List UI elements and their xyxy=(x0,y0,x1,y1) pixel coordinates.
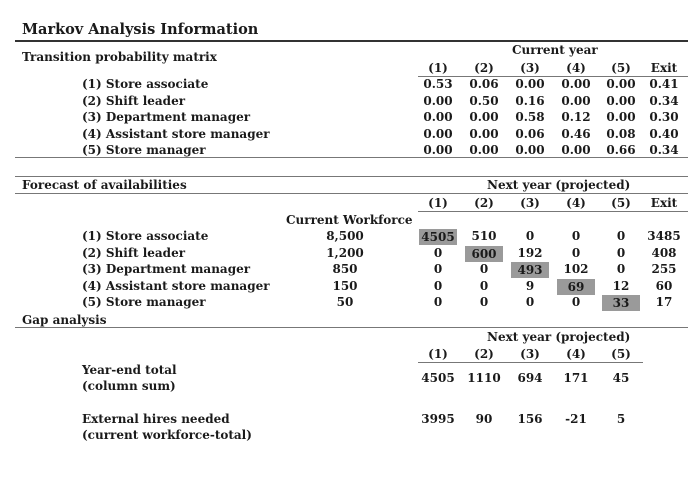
gap-section-label: Gap analysis xyxy=(22,313,107,327)
transition-cell: 0.00 xyxy=(606,77,636,91)
forecast-cell: 0 xyxy=(525,229,535,243)
transition-cell: 0.00 xyxy=(515,77,545,91)
hires-sublabel: (current workforce-total) xyxy=(82,428,252,442)
transition-row-label: (1) Store associate xyxy=(82,77,209,91)
forecast-cell: 0 xyxy=(479,279,489,293)
year-end-label: Year-end total xyxy=(82,363,177,377)
forecast-col-header: (5) xyxy=(611,196,631,210)
transition-cell: 0.34 xyxy=(649,143,679,157)
year-end-value: 45 xyxy=(612,371,630,385)
transition-col-header: (2) xyxy=(474,61,494,75)
forecast-group-header: Next year (projected) xyxy=(487,178,631,192)
forecast-col-header: Exit xyxy=(650,196,678,210)
forecast-cell: 0 xyxy=(433,295,443,309)
forecast-cell: 0 xyxy=(525,295,535,309)
year-end-sublabel: (column sum) xyxy=(82,379,176,393)
transition-cell: 0.00 xyxy=(469,110,499,124)
transition-cell: 0.00 xyxy=(606,94,636,108)
forecast-cell: 255 xyxy=(651,262,677,276)
forecast-section-label: Forecast of availabilities xyxy=(22,178,187,192)
forecast-cell: 0 xyxy=(616,246,626,260)
forecast-row-label: (1) Store associate xyxy=(82,229,209,243)
forecast-cell: 0 xyxy=(433,246,443,260)
transition-cell: 0.58 xyxy=(515,110,545,124)
forecast-cell: 9 xyxy=(525,279,535,293)
forecast-cell: 408 xyxy=(651,246,677,260)
forecast-cell: 510 xyxy=(471,229,497,243)
transition-cell: 0.46 xyxy=(561,127,591,141)
hires-value: 3995 xyxy=(421,412,455,426)
forecast-cell: 17 xyxy=(655,295,673,309)
gap-header-rule xyxy=(418,362,643,363)
transition-cell: 0.00 xyxy=(606,110,636,124)
forecast-cell: 0 xyxy=(616,229,626,243)
transition-cell: 0.50 xyxy=(469,94,499,108)
year-end-value: 4505 xyxy=(421,371,455,385)
transition-cell: 0.00 xyxy=(423,127,453,141)
transition-cell: 0.34 xyxy=(649,94,679,108)
title-rule xyxy=(15,40,688,42)
forecast-section-rule xyxy=(15,193,688,194)
transition-row-label: (4) Assistant store manager xyxy=(82,127,270,141)
forecast-cell: 102 xyxy=(563,262,589,276)
gap-col-header: (2) xyxy=(474,347,494,361)
forecast-cell: 0 xyxy=(571,229,581,243)
transition-row-label: (3) Department manager xyxy=(82,110,251,124)
transition-cell: 0.06 xyxy=(469,77,499,91)
transition-cell: 0.06 xyxy=(515,127,545,141)
year-end-value: 1110 xyxy=(467,371,501,385)
transition-row-label: (5) Store manager xyxy=(82,143,206,157)
transition-cell: 0.00 xyxy=(561,94,591,108)
forecast-cell: 0 xyxy=(479,262,489,276)
year-end-value: 171 xyxy=(563,371,589,385)
forecast-row-label: (2) Shift leader xyxy=(82,246,186,260)
year-end-value: 694 xyxy=(517,371,543,385)
hires-value: 156 xyxy=(517,412,543,426)
forecast-cell: 0 xyxy=(571,295,581,309)
workforce-header: Current Workforce xyxy=(286,213,413,227)
transition-cell: 0.08 xyxy=(606,127,636,141)
transition-cell: 0.40 xyxy=(649,127,679,141)
gap-col-header: (1) xyxy=(428,347,448,361)
forecast-cell: 4505 xyxy=(419,229,457,245)
forecast-cell: 12 xyxy=(612,279,630,293)
transition-col-header: Exit xyxy=(650,61,678,75)
transition-col-header: (5) xyxy=(611,61,631,75)
transition-group-header: Current year xyxy=(512,43,598,57)
forecast-row-label: (3) Department manager xyxy=(82,262,251,276)
forecast-cell: 493 xyxy=(511,262,549,278)
transition-cell: 0.30 xyxy=(649,110,679,124)
transition-col-header: (4) xyxy=(566,61,586,75)
hires-label: External hires needed xyxy=(82,412,230,426)
hires-value: 5 xyxy=(616,412,626,426)
transition-cell: 0.00 xyxy=(423,143,453,157)
workforce-value: 150 xyxy=(332,279,358,293)
transition-cell: 0.16 xyxy=(515,94,545,108)
forecast-header-rule xyxy=(418,211,688,212)
forecast-row-label: (4) Assistant store manager xyxy=(82,279,270,293)
forecast-cell: 0 xyxy=(571,246,581,260)
forecast-col-header: (1) xyxy=(428,196,448,210)
gap-col-header: (5) xyxy=(611,347,631,361)
transition-cell: 0.53 xyxy=(423,77,453,91)
forecast-cell: 3485 xyxy=(647,229,681,243)
workforce-value: 850 xyxy=(332,262,358,276)
workforce-value: 50 xyxy=(336,295,354,309)
transition-col-header: (3) xyxy=(520,61,540,75)
transition-cell: 0.00 xyxy=(469,127,499,141)
transition-section-label: Transition probability matrix xyxy=(22,50,217,64)
transition-cell: 0.00 xyxy=(515,143,545,157)
transition-col-header: (1) xyxy=(428,61,448,75)
forecast-top-rule xyxy=(15,176,688,177)
forecast-cell: 600 xyxy=(465,246,503,262)
forecast-cell: 33 xyxy=(602,295,640,311)
transition-cell: 0.00 xyxy=(423,110,453,124)
forecast-cell: 0 xyxy=(433,279,443,293)
forecast-col-header: (4) xyxy=(566,196,586,210)
transition-cell: 0.00 xyxy=(423,94,453,108)
hires-value: -21 xyxy=(565,412,587,426)
forecast-cell: 0 xyxy=(616,262,626,276)
forecast-row-label: (5) Store manager xyxy=(82,295,206,309)
transition-cell: 0.12 xyxy=(561,110,591,124)
workforce-value: 1,200 xyxy=(326,246,364,260)
transition-cell: 0.00 xyxy=(469,143,499,157)
gap-group-header: Next year (projected) xyxy=(487,330,631,344)
page-title: Markov Analysis Information xyxy=(22,21,259,38)
transition-cell: 0.41 xyxy=(649,77,679,91)
transition-cell: 0.66 xyxy=(606,143,636,157)
gap-col-header: (3) xyxy=(520,347,540,361)
transition-cell: 0.00 xyxy=(561,77,591,91)
forecast-cell: 192 xyxy=(517,246,543,260)
workforce-value: 8,500 xyxy=(326,229,364,243)
transition-cell: 0.00 xyxy=(561,143,591,157)
gap-section-rule xyxy=(15,327,688,328)
forecast-col-header: (2) xyxy=(474,196,494,210)
forecast-cell: 69 xyxy=(557,279,595,295)
forecast-cell: 0 xyxy=(433,262,443,276)
hires-value: 90 xyxy=(475,412,493,426)
forecast-cell: 0 xyxy=(479,295,489,309)
transition-row-label: (2) Shift leader xyxy=(82,94,186,108)
forecast-col-header: (3) xyxy=(520,196,540,210)
transition-bottom-rule xyxy=(15,157,688,158)
forecast-cell: 60 xyxy=(655,279,673,293)
gap-col-header: (4) xyxy=(566,347,586,361)
